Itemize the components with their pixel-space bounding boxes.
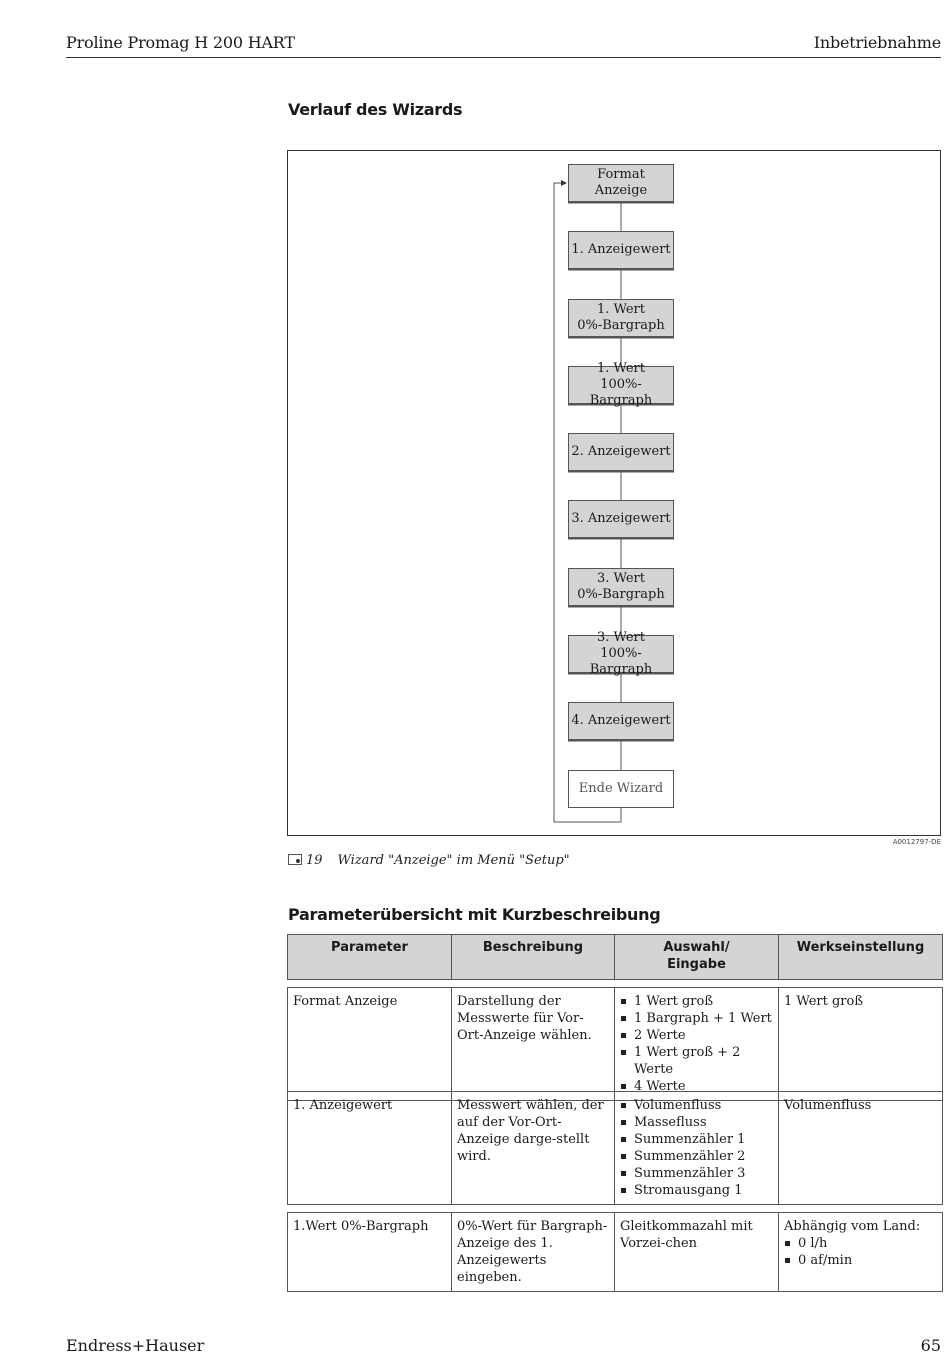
section-title-wizard: Verlauf des Wizards	[288, 100, 463, 119]
option-item: Summenzähler 3	[620, 1165, 773, 1182]
wizard-flow-figure	[287, 150, 941, 836]
param-default: 1 Wert groß	[779, 988, 943, 1101]
figure-number: 19	[306, 853, 323, 868]
param-description: 0%-Wert für Bargraph-Anzeige des 1. Anzeigewerts eingeben.	[452, 1213, 615, 1292]
flow-step-1-anzeigewert: 1. Anzeigewert	[568, 231, 674, 269]
col-header-parameter: Parameter	[288, 935, 452, 980]
page-number: 65	[920, 1336, 941, 1355]
table-row	[287, 1212, 943, 1292]
figure-icon	[288, 854, 302, 865]
col-header-werkseinstellung: Werkseinstellung	[779, 935, 943, 980]
option-item: 1 Bargraph + 1 Wert	[620, 1010, 773, 1027]
param-description: Messwert wählen, der auf der Vor-Ort-Anzeige darge-stellt wird.	[452, 1092, 615, 1205]
flow-step-ende-wizard: Ende Wizard	[568, 770, 674, 808]
flow-step-1-wert-0-bargraph: 1. Wert 0%-Bargraph	[568, 299, 674, 337]
parameter-table-header	[287, 934, 943, 980]
flow-step-3-wert-0-bargraph: 3. Wert 0%-Bargraph	[568, 568, 674, 606]
param-default: Volumenfluss	[779, 1092, 943, 1205]
option-item: 1 Wert groß	[620, 993, 773, 1010]
default-label: Abhängig vom Land:	[784, 1219, 921, 1234]
running-header-section: Inbetriebnahme	[813, 33, 941, 52]
flow-step-3-anzeigewert: 3. Anzeigewert	[568, 500, 674, 538]
running-header-product: Proline Promag H 200 HART	[66, 33, 295, 52]
option-item: Summenzähler 1	[620, 1131, 773, 1148]
flow-step-4-anzeigewert: 4. Anzeigewert	[568, 702, 674, 740]
option-item: Summenzähler 2	[620, 1148, 773, 1165]
col-header-auswahl: Auswahl/ Eingabe	[615, 935, 779, 980]
option-item: Stromausgang 1	[620, 1182, 773, 1199]
param-description: Darstellung der Messwerte für Vor-Ort-Anzeige wählen.	[452, 988, 615, 1101]
flow-step-1-wert-100-bargraph: 1. Wert 100%-Bargraph	[568, 366, 674, 404]
option-item: 2 Werte	[620, 1027, 773, 1044]
option-item: Massefluss	[620, 1114, 773, 1131]
col-header-beschreibung: Beschreibung	[452, 935, 615, 980]
param-options	[615, 988, 779, 1101]
flow-step-3-wert-100-bargraph: 3. Wert 100%-Bargraph	[568, 635, 674, 673]
param-name: 1. Anzeigewert	[288, 1092, 452, 1205]
option-item: 0 l/h	[784, 1235, 937, 1252]
header-rule	[66, 57, 941, 58]
flow-step-format-anzeige: Format Anzeige	[568, 164, 674, 202]
section-title-parameters: Parameterübersicht mit Kurzbeschreibung	[288, 905, 661, 924]
figure-caption	[288, 853, 570, 868]
param-options	[615, 1092, 779, 1205]
footer-brand: Endress+Hauser	[66, 1336, 205, 1355]
table-row	[287, 987, 943, 1101]
param-name: Format Anzeige	[288, 988, 452, 1101]
param-name: 1.Wert 0%-Bargraph	[288, 1213, 452, 1292]
param-choice: Gleitkommazahl mit Vorzei-chen	[615, 1213, 779, 1292]
option-item: 4 Werte	[620, 1078, 773, 1095]
option-item: 1 Wert groß + 2 Werte	[620, 1044, 773, 1078]
figure-code: A0012797-DE	[892, 838, 941, 846]
option-item: 0 af/min	[784, 1252, 937, 1269]
flow-step-2-anzeigewert: 2. Anzeigewert	[568, 433, 674, 471]
table-row	[287, 1091, 943, 1205]
figure-caption-text: Wizard "Anzeige" im Menü "Setup"	[337, 853, 570, 868]
option-item: Volumenfluss	[620, 1097, 773, 1114]
param-default	[779, 1213, 943, 1292]
